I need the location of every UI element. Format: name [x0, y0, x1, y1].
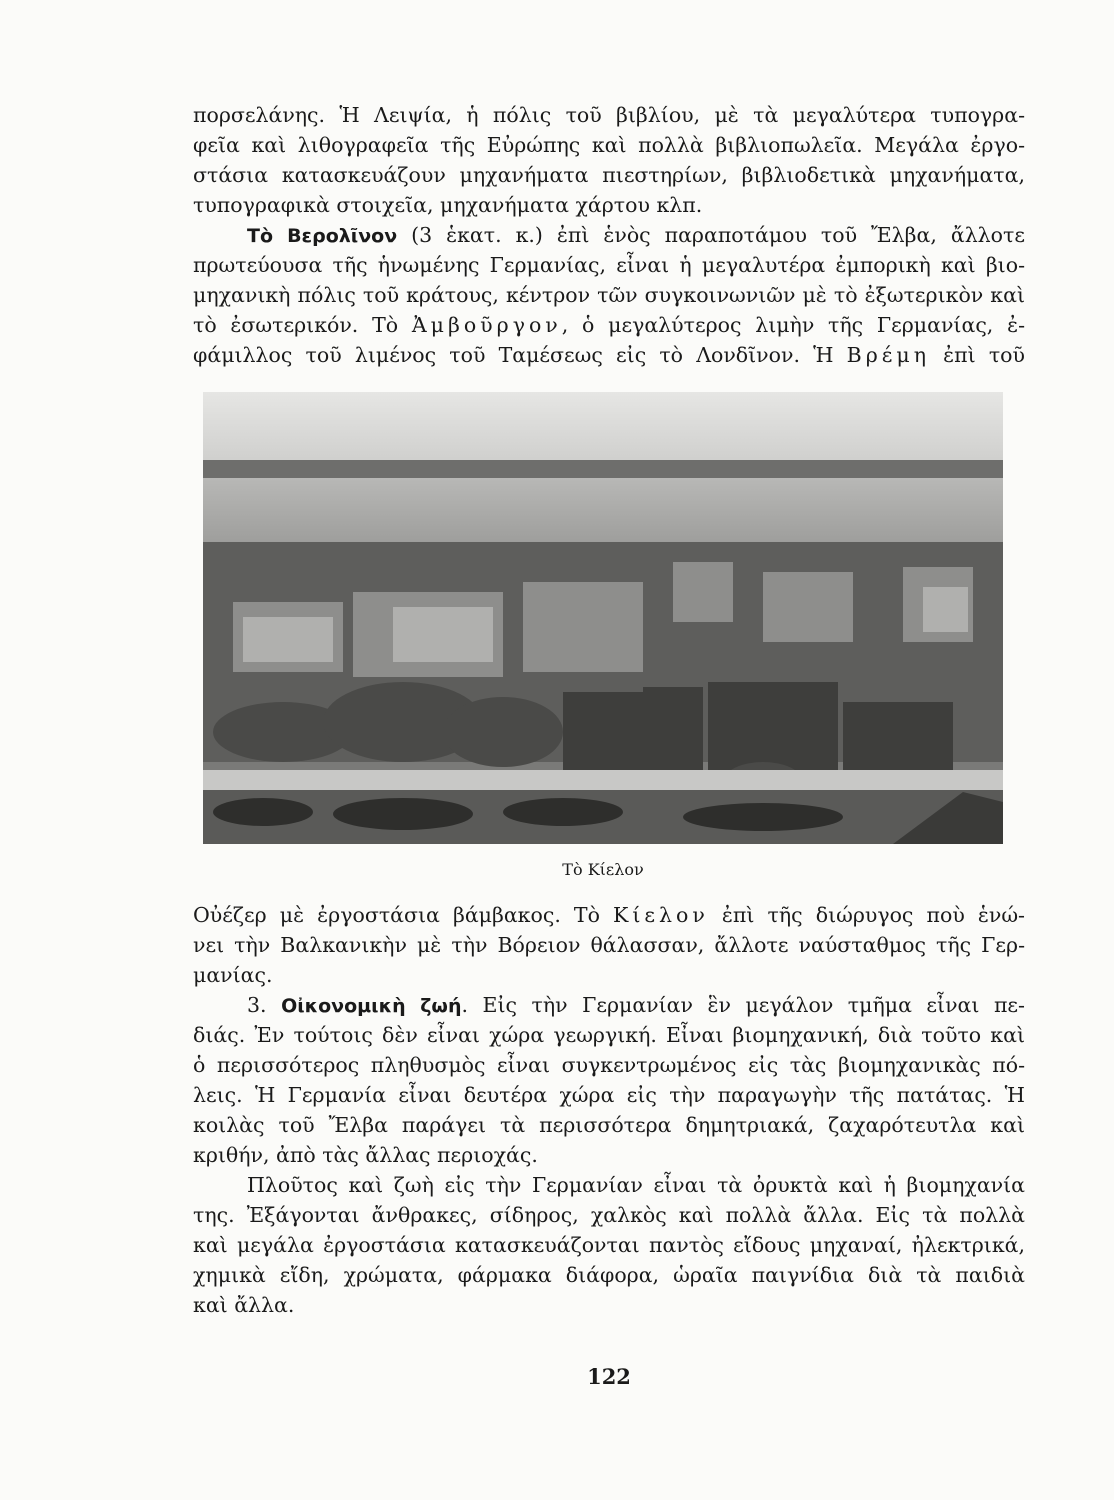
kiel-spaced: Κίελον [613, 903, 709, 927]
text-line [193, 990, 1025, 1020]
text-line: μηχανικὴ πόλις τοῦ κράτους, κέντρον τῶν συγκοινωνιῶν μὲ τὸ ἐξωτερικὸν καὶ [193, 283, 1025, 307]
text-line: κριθήν, ἀπὸ τὰς ἄλλας περιοχάς. [193, 1143, 538, 1167]
text-line [193, 220, 1025, 250]
text-line: στάσια κατασκευάζουν μηχανήματα πιεστηρίων, βιβλιοδετικὰ μηχανήματα, [193, 163, 1025, 187]
text-line: πρωτεύουσα τῆς ἡνωμένης Γερμανίας, εἶναι ἡ μεγαλυτέρα ἐμπορικὴ καὶ βιο- [193, 253, 1025, 277]
text-span: ἐπὶ τοῦ [929, 343, 1025, 367]
economy-heading: Οἰκονομικὴ ζωή [281, 995, 462, 1017]
kiel-photo-image [203, 392, 1003, 844]
photo-caption: Τὸ Κίελον [562, 860, 644, 879]
text-line: χημικὰ εἴδη, χρώματα, φάρμακα διάφορα, ὡραῖα παιγνίδια διὰ τὰ παιδιὰ [193, 1263, 1025, 1287]
paragraph-kiel [193, 900, 1025, 990]
text-line: ὁ περισσότερος πληθυσμὸς εἶναι συγκεντρωμένος εἰς τὰς βιομηχανικὰς πό- [193, 1053, 1025, 1077]
text-line: πορσελάνης. Ἡ Λειψία, ἡ πόλις τοῦ βιβλίου, μὲ τὰ μεγαλύτερα τυπογρα- [193, 103, 1025, 127]
text-line: καὶ μεγάλα ἐργοστάσια κατασκευάζονται παντὸς εἴδους μηχαναί, ἠλεκτρικά, [193, 1233, 1025, 1257]
paragraph-wealth [193, 1170, 1025, 1320]
text-span: φάμιλλος τοῦ λιμένος τοῦ Ταμέσεως εἰς τὸ Λονδῖνον. Ἡ [193, 343, 847, 367]
text-span: (3 ἑκατ. κ.) ἐπὶ ἑνὸς παραποτάμου τοῦ Ἔλβα, ἄλλοτε [397, 223, 1025, 247]
berlin-heading: Τὸ Βερολῖνον [247, 225, 398, 247]
text-line [193, 310, 1025, 340]
text-span: τὸ ἐσωτερικόν. Τὸ [193, 313, 412, 337]
hamburg-spaced: Ἀμβοῦργον [411, 313, 562, 337]
paragraph-berlin [193, 220, 1025, 370]
text-line: καὶ ἄλλα. [193, 1293, 295, 1317]
text-line [193, 900, 1025, 930]
text-line: λεις. Ἡ Γερμανία εἶναι δευτέρα χώρα εἰς τὴν παραγωγὴν τῆς πατάτας. Ἡ [193, 1083, 1025, 1107]
section-number: 3. [247, 993, 282, 1017]
text-line: τυπογραφικὰ στοιχεῖα, μηχανήματα χάρτου κλπ. [193, 193, 703, 217]
text-span: ἐπὶ τῆς διώρυγος ποὺ ἑνώ- [708, 903, 1025, 927]
text-line: της. Ἐξάγονται ἄνθρακες, σίδηρος, χαλκὸς καὶ πολλὰ ἄλλα. Εἰς τὰ πολλὰ [193, 1203, 1025, 1227]
text-line: φεῖα καὶ λιθογραφεῖα τῆς Εὐρώπης καὶ πολλὰ βιβλιοπωλεῖα. Μεγάλα ἐργο- [193, 133, 1025, 157]
text-line: Πλοῦτος καὶ ζωὴ εἰς τὴν Γερμανίαν εἶναι τὰ ὀρυκτὰ καὶ ἡ βιομηχανία [247, 1173, 1025, 1197]
text-line: νει τὴν Βαλκανικὴν μὲ τὴν Βόρειον θάλασσαν, ἄλλοτε ναύσταθμος τῆς Γερ- [193, 933, 1025, 957]
text-span: . Εἰς τὴν Γερμανίαν ἓν μεγάλον τμῆμα εἶναι πε- [461, 993, 1025, 1017]
text-line [193, 340, 1025, 370]
text-line: κοιλὰς τοῦ Ἔλβα παράγει τὰ περισσότερα δημητριακά, ζαχαρότευτλα καὶ [193, 1113, 1025, 1137]
section-economy [193, 990, 1025, 1170]
page-body [193, 100, 1025, 1320]
page-number: 122 [587, 1364, 631, 1389]
kiel-photo [203, 392, 1003, 844]
text-line: διάς. Ἐν τούτοις δὲν εἶναι χώρα γεωργική. Εἶναι βιομηχανική, διὰ τοῦτο καὶ [193, 1023, 1025, 1047]
text-line: μανίας. [193, 963, 273, 987]
bremen-spaced: Βρέμη [846, 343, 930, 367]
text-span: Οὐέζερ μὲ ἐργοστάσια βάμβακος. Τὸ [193, 903, 614, 927]
text-span: , ὁ μεγαλύτερος λιμὴν τῆς Γερμανίας, ἐ- [561, 313, 1025, 337]
paragraph-leipzig [193, 100, 1025, 220]
